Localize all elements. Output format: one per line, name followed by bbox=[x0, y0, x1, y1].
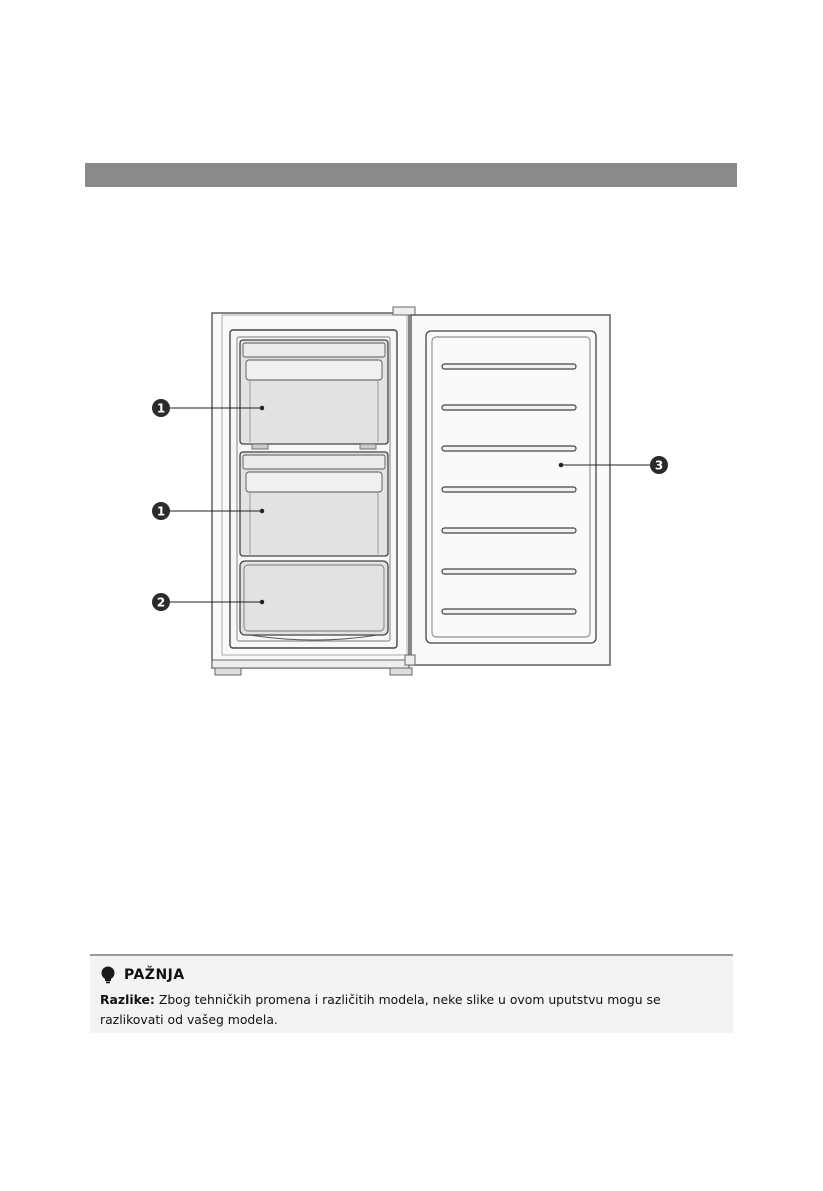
callout-1-upper bbox=[152, 399, 170, 417]
note-text: Zbog tehničkih promena i različitih modela, neke slike u ovom uputstvu mogu se razlikovati od vašeg modela. bbox=[100, 992, 661, 1027]
callout-3-door bbox=[650, 456, 668, 474]
svg-text:1: 1 bbox=[156, 401, 166, 416]
upper-drawer bbox=[240, 340, 388, 449]
note-body bbox=[100, 990, 728, 1030]
note-label: Razlike: bbox=[100, 992, 155, 1007]
svg-text:2: 2 bbox=[156, 595, 166, 610]
freezer-diagram bbox=[140, 300, 700, 690]
note-title-text: PAŽNJA bbox=[124, 967, 185, 983]
caution-note bbox=[90, 954, 733, 1033]
lightbulb-icon bbox=[100, 966, 116, 984]
callout-2-bottom bbox=[152, 593, 170, 611]
middle-drawer bbox=[240, 452, 388, 556]
section-header-bar bbox=[85, 163, 737, 187]
svg-text:1: 1 bbox=[156, 504, 166, 519]
freezer-illustration bbox=[140, 300, 700, 690]
callout-1-middle bbox=[152, 502, 170, 520]
svg-text:3: 3 bbox=[654, 458, 664, 473]
note-title bbox=[100, 966, 185, 984]
